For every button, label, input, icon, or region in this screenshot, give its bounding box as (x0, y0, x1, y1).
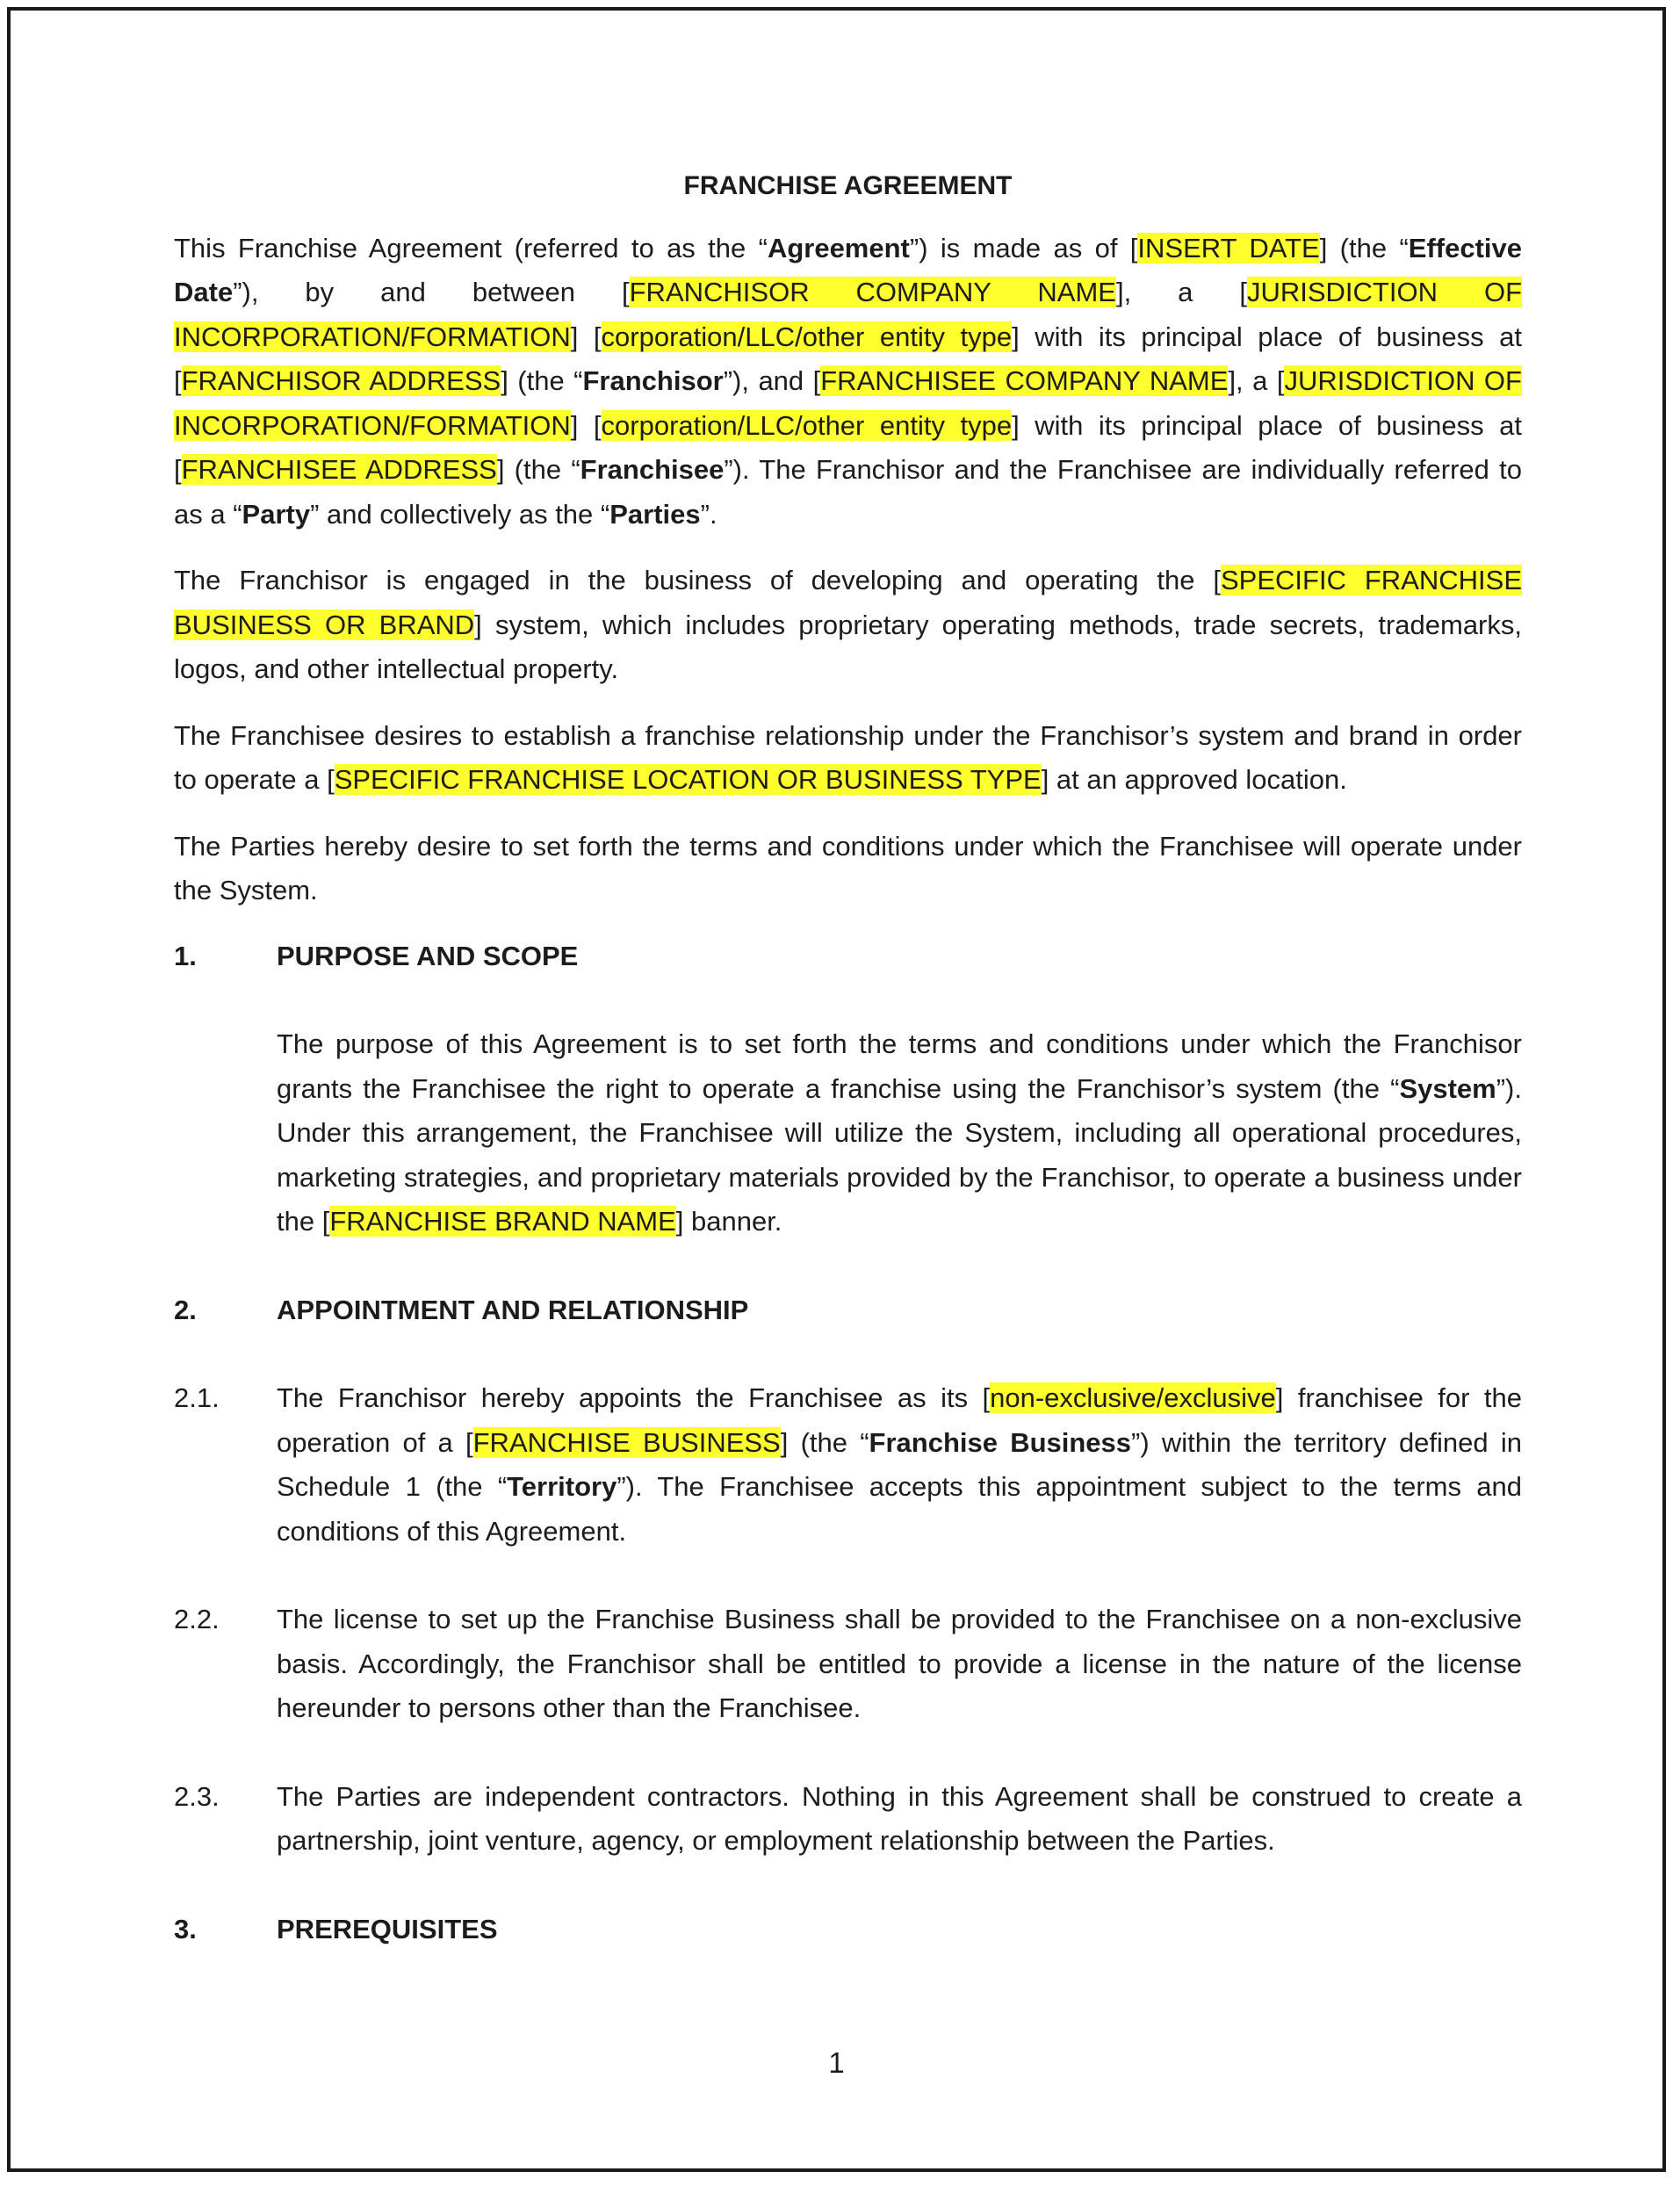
defined-term-parties: Parties (609, 498, 701, 530)
defined-term-system: System (1399, 1072, 1496, 1104)
clause-2-3 (174, 1775, 1522, 1864)
clause-text: The license to set up the Franchise Business shall be provided to the Franchisee on a non-exclusive basis. Accordingly, the Franchisor shall be entitled to provide a license in the nature of the license hereunder to persons other than the Franchisee. (277, 1604, 1522, 1723)
text-run: ”) within the territory defined in Schedule 1 (the “ (277, 1426, 1522, 1502)
section-heading-3 (174, 1908, 1522, 1952)
page-number: 1 (828, 2046, 845, 2079)
placeholder-franchisor-entity-type: corporation/LLC/other entity type (601, 321, 1013, 352)
clause-2-1 (174, 1376, 1522, 1554)
text-run: ”). Under this arrangement, the Franchisee will utilize the System, including all operational procedures, marketing strategies, and proprietary materials provided by the Franchisor, to operate a business under the [ (277, 1072, 1522, 1237)
section-heading-1 (174, 934, 1522, 979)
defined-term-party: Party (242, 498, 311, 530)
document-title: FRANCHISE AGREEMENT (683, 171, 1013, 200)
section-heading-2 (174, 1288, 1522, 1333)
placeholder-franchisor-address: FRANCHISOR ADDRESS (181, 365, 501, 396)
text-run: ] (the “ (501, 365, 583, 396)
text-run: ] [ (570, 409, 602, 441)
document-body (174, 164, 1522, 1995)
text-run: ”). The Franchisor and the Franchisee are individually referred to as a “ (174, 454, 1522, 530)
section-title: PURPOSE AND SCOPE (277, 940, 579, 971)
text-run: ] system, which includes proprietary operating methods, trade secrets, trademarks, logos, and other intellectual property. (174, 609, 1522, 684)
section-number: 3. (174, 1913, 197, 1944)
clause-number: 2.1. (174, 1382, 220, 1413)
text-run: ] (the “ (496, 454, 580, 485)
text-run: ] franchisee for the operation of a [ (277, 1382, 1522, 1458)
section-1-paragraph (277, 1022, 1522, 1245)
placeholder-franchise-business: FRANCHISE BUSINESS (472, 1426, 781, 1458)
text-run: ] (the “ (1319, 232, 1409, 263)
text-run: ”) is made as of [ (909, 232, 1138, 263)
recital-paragraph-1 (174, 559, 1522, 692)
text-run: ], a [ (1228, 365, 1285, 396)
text-run: The Franchisor hereby appoints the Franchisee as its [ (277, 1382, 991, 1413)
placeholder-franchise-brand: SPECIFIC FRANCHISE BUSINESS OR BRAND (174, 565, 1522, 640)
clause-text: The Parties are independent contractors. Nothing in this Agreement shall be construed to create a partnership, joint venture, agency, or employment relationship between the Parties. (277, 1780, 1522, 1856)
placeholder-franchisee-address: FRANCHISEE ADDRESS (181, 454, 497, 485)
text-run: ” and collectively as the “ (310, 498, 610, 530)
text-run: ”). The Franchisee accepts this appointment subject to the terms and conditions of this Agreement. (277, 1471, 1522, 1547)
text-run: The Franchisor is engaged in the business of developing and operating the [ (174, 565, 1221, 595)
placeholder-franchisee-jurisdiction: JURISDICTION OF INCORPORATION/FORMATION (174, 365, 1522, 441)
clause-text (277, 1376, 1522, 1554)
text-run: This Franchise Agreement (referred to as the “ (174, 232, 768, 263)
placeholder-franchisee-entity-type: corporation/LLC/other entity type (601, 409, 1013, 441)
defined-term-agreement: Agreement (767, 232, 910, 263)
text-run: ] with its principal place of business at [ (174, 321, 1522, 396)
placeholder-brand-name: FRANCHISE BRAND NAME (329, 1206, 676, 1237)
placeholder-franchisor-jurisdiction: JURISDICTION OF INCORPORATION/FORMATION (174, 277, 1523, 352)
section-title: APPOINTMENT AND RELATIONSHIP (277, 1294, 749, 1325)
text-run: ], a [ (1115, 277, 1247, 307)
text-run: ”), by and between [ (233, 277, 630, 307)
placeholder-franchisee-name: FRANCHISEE COMPANY NAME (820, 365, 1229, 396)
placeholder-franchisor-name: FRANCHISOR COMPANY NAME (629, 277, 1116, 307)
section-title: PREREQUISITES (277, 1913, 498, 1944)
intro-paragraph (174, 227, 1522, 537)
defined-term-franchisor: Franchisor (582, 365, 724, 396)
placeholder-insert-date: INSERT DATE (1137, 232, 1320, 263)
clause-number: 2.3. (174, 1780, 220, 1812)
clause-2-2 (174, 1598, 1522, 1731)
text-run: ] at an approved location. (1041, 764, 1347, 795)
text-run: ”), and [ (723, 365, 821, 396)
placeholder-exclusivity: non-exclusive/exclusive (990, 1382, 1276, 1413)
defined-term-territory: Territory (507, 1471, 617, 1502)
document-page (7, 7, 1666, 2172)
section-number: 1. (174, 940, 197, 971)
defined-term-effective-date: Effective Date (174, 232, 1523, 307)
text-run: ] (the “ (780, 1426, 869, 1458)
text-run: The Franchisee desires to establish a franchise relationship under the Franchisor’s system and brand in order to operate a [ (174, 719, 1522, 795)
section-number: 2. (174, 1294, 197, 1325)
text-run: ] banner. (675, 1206, 782, 1237)
clause-number: 2.2. (174, 1604, 220, 1634)
defined-term-franchisee: Franchisee (580, 454, 725, 485)
text-run: ] with its principal place of business at [ (174, 409, 1522, 485)
recital-paragraph-3: The Parties hereby desire to set forth the terms and conditions under which the Franchisee will operate under the System. (174, 830, 1522, 905)
recital-paragraph-2 (174, 714, 1522, 803)
defined-term-franchise-business: Franchise Business (869, 1426, 1132, 1458)
text-run: ”. (700, 498, 717, 530)
text-run: ] [ (570, 321, 602, 352)
placeholder-franchise-location: SPECIFIC FRANCHISE LOCATION OR BUSINESS TYPE (334, 764, 1042, 795)
text-run: The purpose of this Agreement is to set forth the terms and conditions under which the Franchisor grants the Franchisee the right to operate a franchise using the Franchisor’s system (the “ (277, 1028, 1522, 1104)
